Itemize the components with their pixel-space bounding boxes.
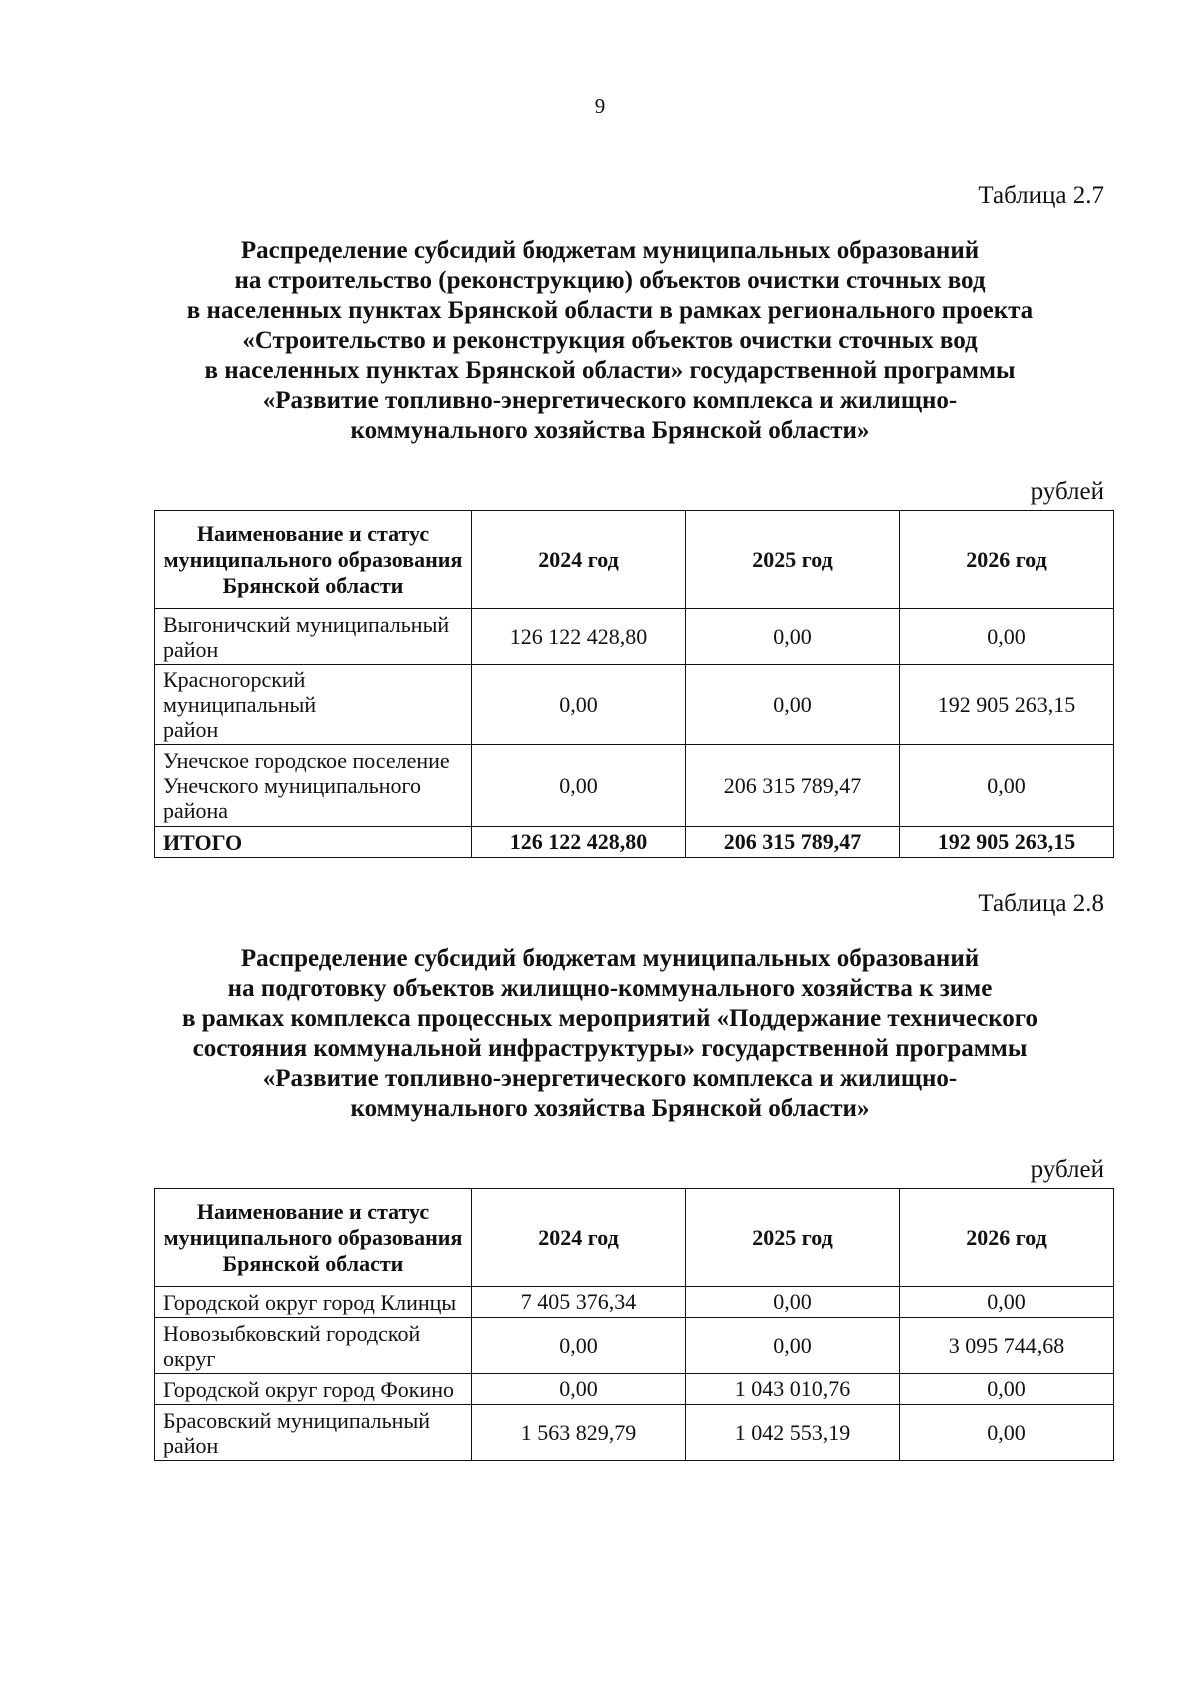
cell-2024: 0,00	[472, 1374, 686, 1405]
title-line: «Развитие топливно-энергетического комплекса и жилищно-	[262, 387, 958, 414]
title-line: в населенных пунктах Брянской области» государственной программы	[204, 357, 1016, 384]
table-row	[155, 1318, 1114, 1374]
cell-2025: 0,00	[686, 1318, 900, 1374]
table-row	[155, 1287, 1114, 1318]
title-line: Распределение субсидий бюджетам муниципальных образований	[240, 237, 980, 264]
title-line: в рамках комплекса процессных мероприятий «Поддержание технического	[181, 1005, 1039, 1032]
cell-2026: 0,00	[900, 1374, 1114, 1405]
title-line: на строительство (реконструкцию) объектов очистки сточных вод	[234, 267, 986, 294]
cell-2024: 7 405 376,34	[472, 1287, 686, 1318]
total-2026: 192 905 263,15	[900, 827, 1114, 858]
row-name: Брасовский муниципальный район	[155, 1405, 472, 1461]
header-2024: 2024 год	[472, 1189, 686, 1287]
cell-2025: 1 043 010,76	[686, 1374, 900, 1405]
cell-2025: 0,00	[686, 1287, 900, 1318]
title-line: коммунального хозяйства Брянской области»	[350, 417, 870, 444]
cell-2024: 0,00	[472, 665, 686, 745]
cell-2024: 0,00	[472, 1318, 686, 1374]
row-name: Выгоничский муниципальный район	[155, 609, 472, 665]
table-2-8-label: Таблица 2.8	[978, 890, 1104, 917]
row-name: Красногорский муниципальный район	[155, 665, 472, 745]
title-line: в населенных пунктах Брянской области в рамках регионального проекта	[186, 297, 1034, 324]
header-name: Наименование и статус муниципального образования Брянской области	[155, 1189, 472, 1287]
cell-2026: 0,00	[900, 745, 1114, 827]
cell-2024: 0,00	[472, 745, 686, 827]
cell-2026: 3 095 744,68	[900, 1318, 1114, 1374]
table-row	[155, 1405, 1114, 1461]
header-row	[155, 511, 1114, 609]
row-name: Городской округ город Клинцы	[155, 1287, 472, 1318]
table-row	[155, 665, 1114, 745]
cell-2026: 0,00	[900, 1405, 1114, 1461]
cell-2025: 1 042 553,19	[686, 1405, 900, 1461]
header-2024: 2024 год	[472, 511, 686, 609]
total-row	[155, 827, 1114, 858]
header-row	[155, 1189, 1114, 1287]
title-line: «Развитие топливно-энергетического комплекса и жилищно-	[262, 1065, 958, 1092]
table-2-8	[154, 1188, 1114, 1461]
cell-2026: 192 905 263,15	[900, 665, 1114, 745]
header-2026: 2026 год	[900, 511, 1114, 609]
table-2-7-title	[140, 236, 1080, 446]
title-line: коммунального хозяйства Брянской области»	[350, 1095, 870, 1122]
table-2-7-unit: рублей	[1030, 478, 1104, 505]
header-2025: 2025 год	[686, 1189, 900, 1287]
header-name: Наименование и статус муниципального образования Брянской области	[155, 511, 472, 609]
header-2026: 2026 год	[900, 1189, 1114, 1287]
cell-2024: 126 122 428,80	[472, 609, 686, 665]
page-number: 9	[594, 94, 606, 118]
table-2-7	[154, 510, 1114, 858]
total-label: ИТОГО	[155, 827, 472, 858]
table-row	[155, 745, 1114, 827]
cell-2025: 206 315 789,47	[686, 745, 900, 827]
table-row	[155, 1374, 1114, 1405]
cell-2025: 0,00	[686, 609, 900, 665]
cell-2024: 1 563 829,79	[472, 1405, 686, 1461]
title-line: Распределение субсидий бюджетам муниципальных образований	[240, 945, 980, 972]
cell-2026: 0,00	[900, 609, 1114, 665]
total-2024: 126 122 428,80	[472, 827, 686, 858]
table-row	[155, 609, 1114, 665]
row-name: Городской округ город Фокино	[155, 1374, 472, 1405]
title-line: состояния коммунальной инфраструктуры» государственной программы	[192, 1035, 1028, 1062]
title-line: «Строительство и реконструкция объектов очистки сточных вод	[242, 327, 978, 354]
table-2-7-label: Таблица 2.7	[978, 182, 1104, 209]
total-2025: 206 315 789,47	[686, 827, 900, 858]
cell-2025: 0,00	[686, 665, 900, 745]
header-2025: 2025 год	[686, 511, 900, 609]
cell-2026: 0,00	[900, 1287, 1114, 1318]
table-2-8-title	[140, 944, 1080, 1124]
row-name: Новозыбковский городской округ	[155, 1318, 472, 1374]
title-line: на подготовку объектов жилищно-коммунального хозяйства к зиме	[227, 975, 993, 1002]
row-name: Унечское городское поселение Унечского муниципального района	[155, 745, 472, 827]
table-2-8-unit: рублей	[1030, 1156, 1104, 1183]
